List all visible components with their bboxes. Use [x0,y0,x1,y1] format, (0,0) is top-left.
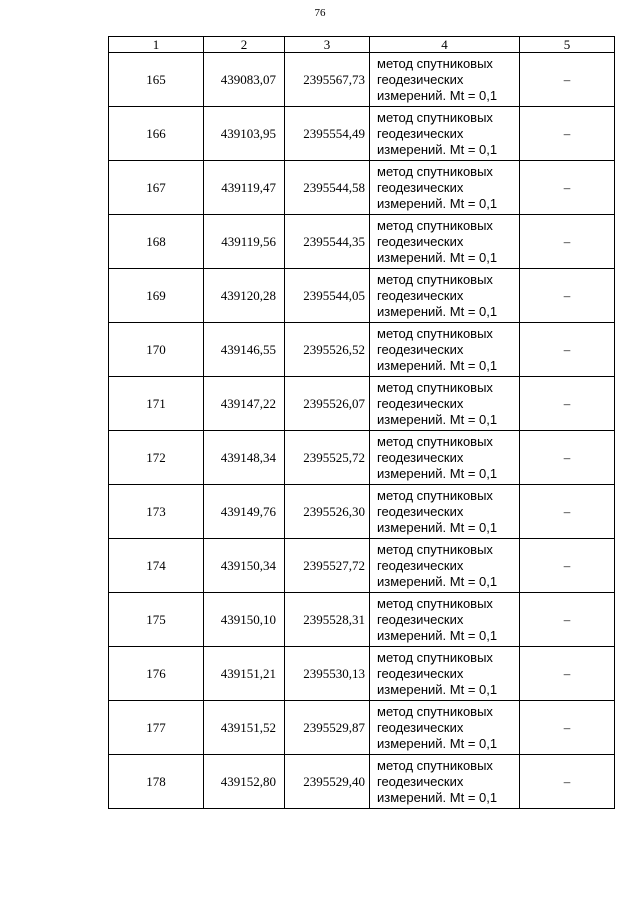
method-cell [370,485,520,539]
method-line: геодезических [377,449,464,465]
table-row [109,485,615,539]
y-coordinate-cell: 2395525,72 [285,431,370,485]
table-row [109,161,615,215]
x-coordinate-cell: 439119,56 [204,215,285,269]
x-coordinate-cell: 439146,55 [204,323,285,377]
table-body [109,53,615,809]
table-header [109,37,615,53]
method-line: метод спутниковых [377,703,493,719]
column-header-1: 1 [109,37,204,53]
point-number-cell: 167 [109,161,204,215]
point-number-cell: 177 [109,701,204,755]
y-coordinate-cell: 2395526,07 [285,377,370,431]
method-line: метод спутниковых [377,541,493,557]
method-line: метод спутниковых [377,109,493,125]
method-line: геодезических [377,287,464,303]
header-row [109,37,615,53]
y-coordinate-cell: 2395530,13 [285,647,370,701]
point-number-cell: 169 [109,269,204,323]
method-line: измерений. Mt = 0,1 [377,87,498,103]
method-line: метод спутниковых [377,325,493,341]
note-cell: – [520,755,615,809]
method-line: измерений. Mt = 0,1 [377,627,498,643]
note-cell: – [520,431,615,485]
method-line: измерений. Mt = 0,1 [377,465,498,481]
method-line: геодезических [377,125,464,141]
method-line: метод спутниковых [377,271,493,287]
table-row [109,269,615,323]
method-line: геодезических [377,611,464,627]
x-coordinate-cell: 439152,80 [204,755,285,809]
y-coordinate-cell: 2395528,31 [285,593,370,647]
method-line: измерений. Mt = 0,1 [377,249,498,265]
method-cell [370,269,520,323]
method-cell [370,539,520,593]
method-cell [370,377,520,431]
column-header-3: 3 [285,37,370,53]
method-line: геодезических [377,773,464,789]
column-header-4: 4 [370,37,520,53]
y-coordinate-cell: 2395526,52 [285,323,370,377]
method-line: измерений. Mt = 0,1 [377,519,498,535]
method-line: метод спутниковых [377,217,493,233]
method-line: геодезических [377,503,464,519]
method-line: метод спутниковых [377,379,493,395]
note-cell: – [520,377,615,431]
note-cell: – [520,161,615,215]
method-cell [370,323,520,377]
note-cell: – [520,539,615,593]
page-number: 76 [314,7,326,19]
method-line: геодезических [377,341,464,357]
method-line: геодезических [377,395,464,411]
point-number-cell: 176 [109,647,204,701]
note-cell: – [520,215,615,269]
x-coordinate-cell: 439151,52 [204,701,285,755]
note-cell: – [520,485,615,539]
y-coordinate-cell: 2395544,05 [285,269,370,323]
note-cell: – [520,53,615,107]
note-cell: – [520,107,615,161]
table-row [109,323,615,377]
table-row [109,215,615,269]
method-cell [370,755,520,809]
column-header-2: 2 [204,37,285,53]
point-number-cell: 171 [109,377,204,431]
method-cell [370,431,520,485]
point-number-cell: 174 [109,539,204,593]
method-line: геодезических [377,557,464,573]
x-coordinate-cell: 439103,95 [204,107,285,161]
note-cell: – [520,701,615,755]
method-cell [370,701,520,755]
method-line: геодезических [377,233,464,249]
point-number-cell: 166 [109,107,204,161]
method-cell [370,107,520,161]
y-coordinate-cell: 2395544,58 [285,161,370,215]
y-coordinate-cell: 2395529,40 [285,755,370,809]
y-coordinate-cell: 2395527,72 [285,539,370,593]
method-line: измерений. Mt = 0,1 [377,681,498,697]
table-row [109,701,615,755]
y-coordinate-cell: 2395544,35 [285,215,370,269]
method-line: измерений. Mt = 0,1 [377,357,498,373]
x-coordinate-cell: 439120,28 [204,269,285,323]
note-cell: – [520,647,615,701]
method-line: метод спутниковых [377,55,493,71]
point-number-cell: 172 [109,431,204,485]
point-number-cell: 165 [109,53,204,107]
method-line: измерений. Mt = 0,1 [377,141,498,157]
y-coordinate-cell: 2395526,30 [285,485,370,539]
table-row [109,539,615,593]
coordinates-table [108,36,615,809]
table-row [109,647,615,701]
method-cell [370,215,520,269]
method-line: метод спутниковых [377,757,493,773]
method-line: измерений. Mt = 0,1 [377,789,498,805]
x-coordinate-cell: 439150,10 [204,593,285,647]
method-line: измерений. Mt = 0,1 [377,573,498,589]
method-line: метод спутниковых [377,487,493,503]
table-row [109,53,615,107]
method-line: метод спутниковых [377,163,493,179]
note-cell: – [520,323,615,377]
x-coordinate-cell: 439083,07 [204,53,285,107]
note-cell: – [520,269,615,323]
x-coordinate-cell: 439119,47 [204,161,285,215]
method-line: измерений. Mt = 0,1 [377,195,498,211]
method-line: метод спутниковых [377,595,493,611]
table-row [109,431,615,485]
point-number-cell: 170 [109,323,204,377]
method-line: геодезических [377,719,464,735]
y-coordinate-cell: 2395567,73 [285,53,370,107]
point-number-cell: 175 [109,593,204,647]
point-number-cell: 173 [109,485,204,539]
method-line: измерений. Mt = 0,1 [377,303,498,319]
table-row [109,593,615,647]
y-coordinate-cell: 2395529,87 [285,701,370,755]
method-line: геодезических [377,179,464,195]
method-cell [370,161,520,215]
method-cell [370,593,520,647]
x-coordinate-cell: 439150,34 [204,539,285,593]
method-cell [370,647,520,701]
method-line: метод спутниковых [377,649,493,665]
x-coordinate-cell: 439148,34 [204,431,285,485]
point-number-cell: 178 [109,755,204,809]
method-line: метод спутниковых [377,433,493,449]
table-row [109,377,615,431]
method-cell [370,53,520,107]
y-coordinate-cell: 2395554,49 [285,107,370,161]
method-line: измерений. Mt = 0,1 [377,735,498,751]
table-row [109,107,615,161]
column-header-5: 5 [520,37,615,53]
x-coordinate-cell: 439147,22 [204,377,285,431]
x-coordinate-cell: 439149,76 [204,485,285,539]
method-line: измерений. Mt = 0,1 [377,411,498,427]
method-line: геодезических [377,71,464,87]
note-cell: – [520,593,615,647]
table-row [109,755,615,809]
method-line: геодезических [377,665,464,681]
point-number-cell: 168 [109,215,204,269]
x-coordinate-cell: 439151,21 [204,647,285,701]
